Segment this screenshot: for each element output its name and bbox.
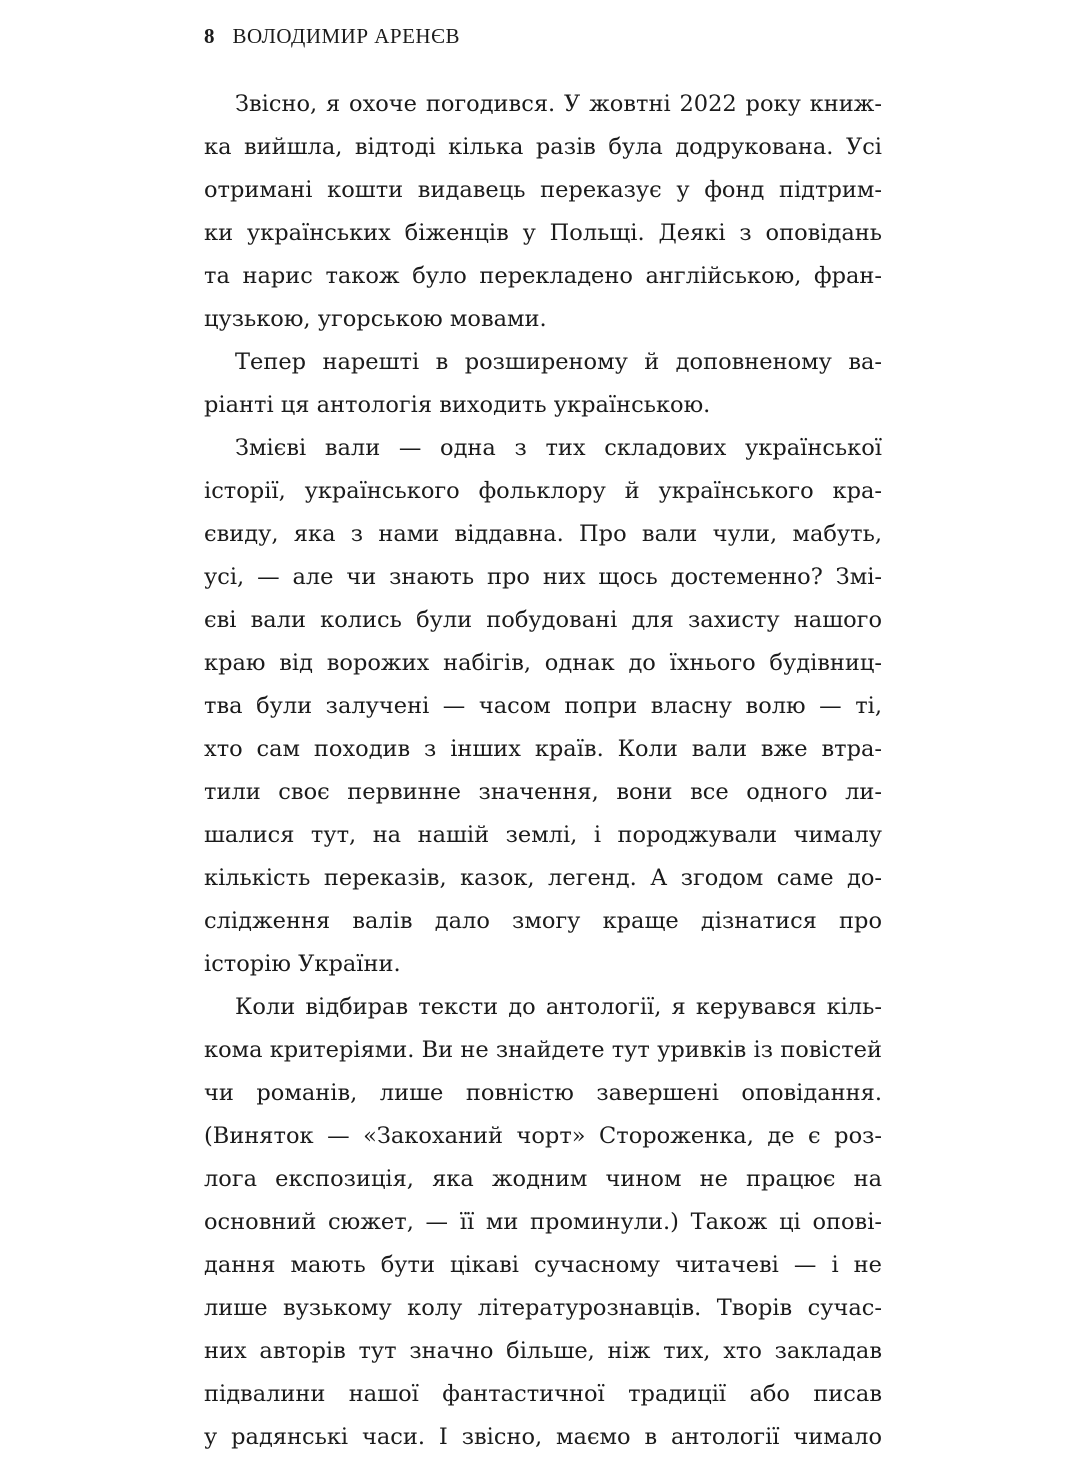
paragraph xyxy=(204,341,882,427)
text-line: (Виняток — «Закоханий чорт» Стороженка, де є роз- xyxy=(204,1123,882,1149)
text-line: шалися тут, на нашій землі, і породжували чималу xyxy=(204,822,882,848)
paragraph xyxy=(204,986,882,1459)
text-line: ки українських біженців у Польщі. Деякі з оповідань xyxy=(204,220,882,246)
text-line: історії, українського фольклору й українського кра- xyxy=(204,478,882,504)
text-line: євиду, яка з нами віддавна. Про вали чули, мабуть, xyxy=(204,521,882,547)
text-line: підвалини нашої фантастичної традиції або писав xyxy=(204,1381,882,1407)
text-line: дання мають бути цікаві сучасному читачеві — і не xyxy=(204,1252,882,1278)
text-line: ка вийшла, відтоді кілька разів була додрукована. Усі xyxy=(204,134,882,160)
text-line: чи романів, лише повністю завершені оповідання. xyxy=(204,1080,882,1106)
text-line: слідження валів дало змогу краще дізнатися про xyxy=(204,908,882,934)
text-line: Змієві вали — одна з тих складових української xyxy=(235,435,882,461)
paragraph xyxy=(204,427,882,986)
text-line: лога експозиція, яка жодним чином не працює на xyxy=(204,1166,882,1192)
text-line: ріанті ця антологія виходить українською. xyxy=(204,392,711,418)
text-line: краю від ворожих набігів, однак до їхнього будівниц- xyxy=(204,650,882,676)
text-line: цузькою, угорською мовами. xyxy=(204,306,547,332)
text-line: Тепер нарешті в розширеному й доповненому ва- xyxy=(235,349,882,375)
paragraph xyxy=(204,83,882,341)
author-name: ВОЛОДИМИР АРЕНЄВ xyxy=(232,24,460,48)
text-line: основний сюжет, — її ми проминули.) Також ці опові- xyxy=(204,1209,882,1235)
text-line: єві вали колись були побудовані для захисту нашого xyxy=(204,607,882,633)
text-line: кома критеріями. Ви не знайдете тут уривків із повістей xyxy=(204,1037,882,1063)
text-line: Звісно, я охоче погодився. У жовтні 2022 року книж- xyxy=(235,91,882,117)
text-line: історію України. xyxy=(204,951,401,977)
body-text xyxy=(204,83,882,1459)
text-line: хто сам походив з інших країв. Коли вали вже втра- xyxy=(204,736,882,762)
text-line: тили своє первинне значення, вони все одного ли- xyxy=(204,779,882,805)
text-line: них авторів тут значно більше, ніж тих, хто закладав xyxy=(204,1338,882,1364)
running-head xyxy=(204,24,460,49)
text-line: Коли відбирав тексти до антології, я керувався кіль- xyxy=(235,994,882,1020)
text-line: та нарис також було перекладено англійською, фран- xyxy=(204,263,882,289)
text-line: усі, — але чи знають про них щось достеменно? Змі- xyxy=(204,564,882,590)
text-line: тва були залучені — часом попри власну волю — ті, xyxy=(204,693,882,719)
text-line: у радянські часи. І звісно, маємо в антології чимало xyxy=(204,1424,882,1450)
page-number: 8 xyxy=(204,24,215,48)
text-line: кількість переказів, казок, легенд. А згодом саме до- xyxy=(204,865,882,891)
text-line: отримані кошти видавець переказує у фонд підтрим- xyxy=(204,177,882,203)
text-line: лише вузькому колу літературознавців. Творів сучас- xyxy=(204,1295,882,1321)
